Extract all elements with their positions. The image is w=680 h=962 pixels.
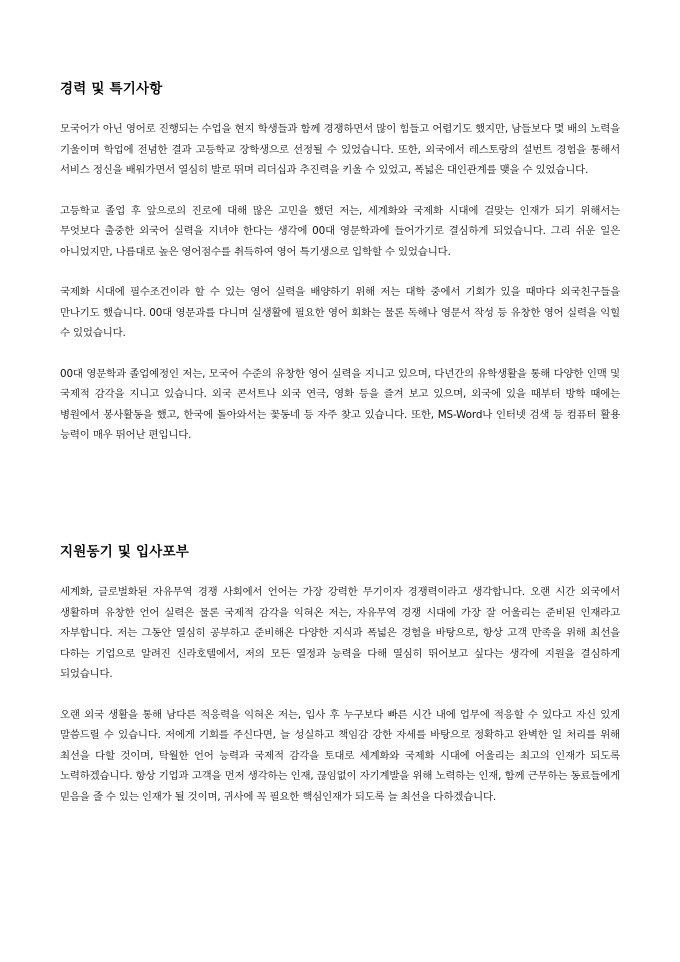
- paragraph: 세계화, 글로벌화된 자유무역 경쟁 사회에서 언어는 가장 강력한 무기이자 경쟁력이라고 생각합니다. 오랜 시간 외국에서 생활하며 유창한 언어 실력은 물론 국제적 감각을 익혀온 저는, 자유무역 경쟁 시대에 가장 잘 어울리는 준비된 인재라고 자부합니다. 저는 그동안 열심히 공부하고 준비해온 다양한 지식과 폭넓은 경험을 바탕으로, 항상 고객 만족을 위해 최선을 다하는 기업으로 알려진 신라호텔에서, 저의 모든 열정과 능력을 다해 열심히 뛰어보고 싶다는 생각에 지원을 결심하게 되었습니다.: [60, 586, 620, 680]
- paragraph: 오랜 외국 생활을 통해 남다른 적응력을 익혀온 저는, 입사 후 누구보다 빠른 시간 내에 업무에 적응할 수 있다고 자신 있게 말씀드릴 수 있습니다. 저에게 기회를 주신다면, 늘 성실하고 책임감 강한 자세를 바탕으로 정확하고 완벽한 일 처리를 위해 최선을 다할 것이며, 탁월한 언어 능력과 국제적 감각을 토대로 세계화와 국제화 시대에 어울리는 최고의 인재가 되도록 노력하겠습니다. 항상 기업과 고객을 먼저 생각하는 인재, 끊임없이 자기계발을 위해 노력하는 인재, 함께 근무하는 동료들에게 믿음을 줄 수 있는 인재가 될 것이며, 귀사에 꼭 필요한 핵심인재가 되도록 늘 최선을 다하겠습니다.: [60, 708, 620, 803]
- paragraph: 국제화 시대에 필수조건이라 할 수 있는 영어 실력을 배양하기 위해 저는 대학 중에서 기회가 있을 때마다 외국친구들을 만나기도 했습니다. 00대 영문과를 다니며 실생활에 필요한 영어 회화는 물론 독해나 영문서 작성 등 유창한 영어 실력을 익힐 수 있었습니다.: [60, 286, 620, 339]
- section-motivation-aspiration: [60, 543, 620, 827]
- paragraph: 고등학교 졸업 후 앞으로의 진로에 대해 많은 고민을 했던 저는, 세계화와 국제화 시대에 걸맞는 인재가 되기 위해서는 무엇보다 출중한 외국어 실력을 지녀야 한다는 생각에 00대 영문학과에 들어가기로 결심하게 되었습니다. 그리 쉬운 일은 아니었지만, 나름대로 높은 영어점수를 취득하여 영어 특기생으로 입학할 수 있었습니다.: [60, 204, 620, 258]
- section-title: 지원동기 및 입사포부: [60, 544, 189, 560]
- paragraph: 모국어가 아닌 영어로 진행되는 수업을 현지 학생들과 함께 경쟁하면서 많이 힘들고 어렵기도 했지만, 남들보다 몇 배의 노력을 기울이며 학업에 전념한 결과 고등학교 장학생으로 선정될 수 있었습니다. 또한, 외국에서 레스토랑의 설번트 경험을 통해서 서비스 정신을 배워가면서 열심히 발로 뛰며 리더십과 추진력을 키울 수 있었고, 폭넓은 대인관계를 맺을 수 있었습니다.: [60, 123, 620, 176]
- section-title: 경력 및 특기사항: [60, 81, 163, 97]
- section-career-specialties: [60, 80, 620, 466]
- paragraph: 00대 영문학과 졸업예정인 저는, 모국어 수준의 유창한 영어 실력을 지니고 있으며, 다년간의 유학생활을 통해 다양한 인맥 및 국제적 감각을 지니고 있습니다. 외국 콘서트나 외국 연극, 영화 등을 즐겨 보고 있으며, 외국에 있을 때부터 방학 때에는 병원에서 봉사활동을 했고, 한국에 돌아와서는 꽃동네 등 자주 찾고 있습니다. 또한, MS-Word나 인터넷 검색 등 컴퓨터 활용 능력이 매우 뛰어난 편입니다.: [60, 367, 620, 441]
